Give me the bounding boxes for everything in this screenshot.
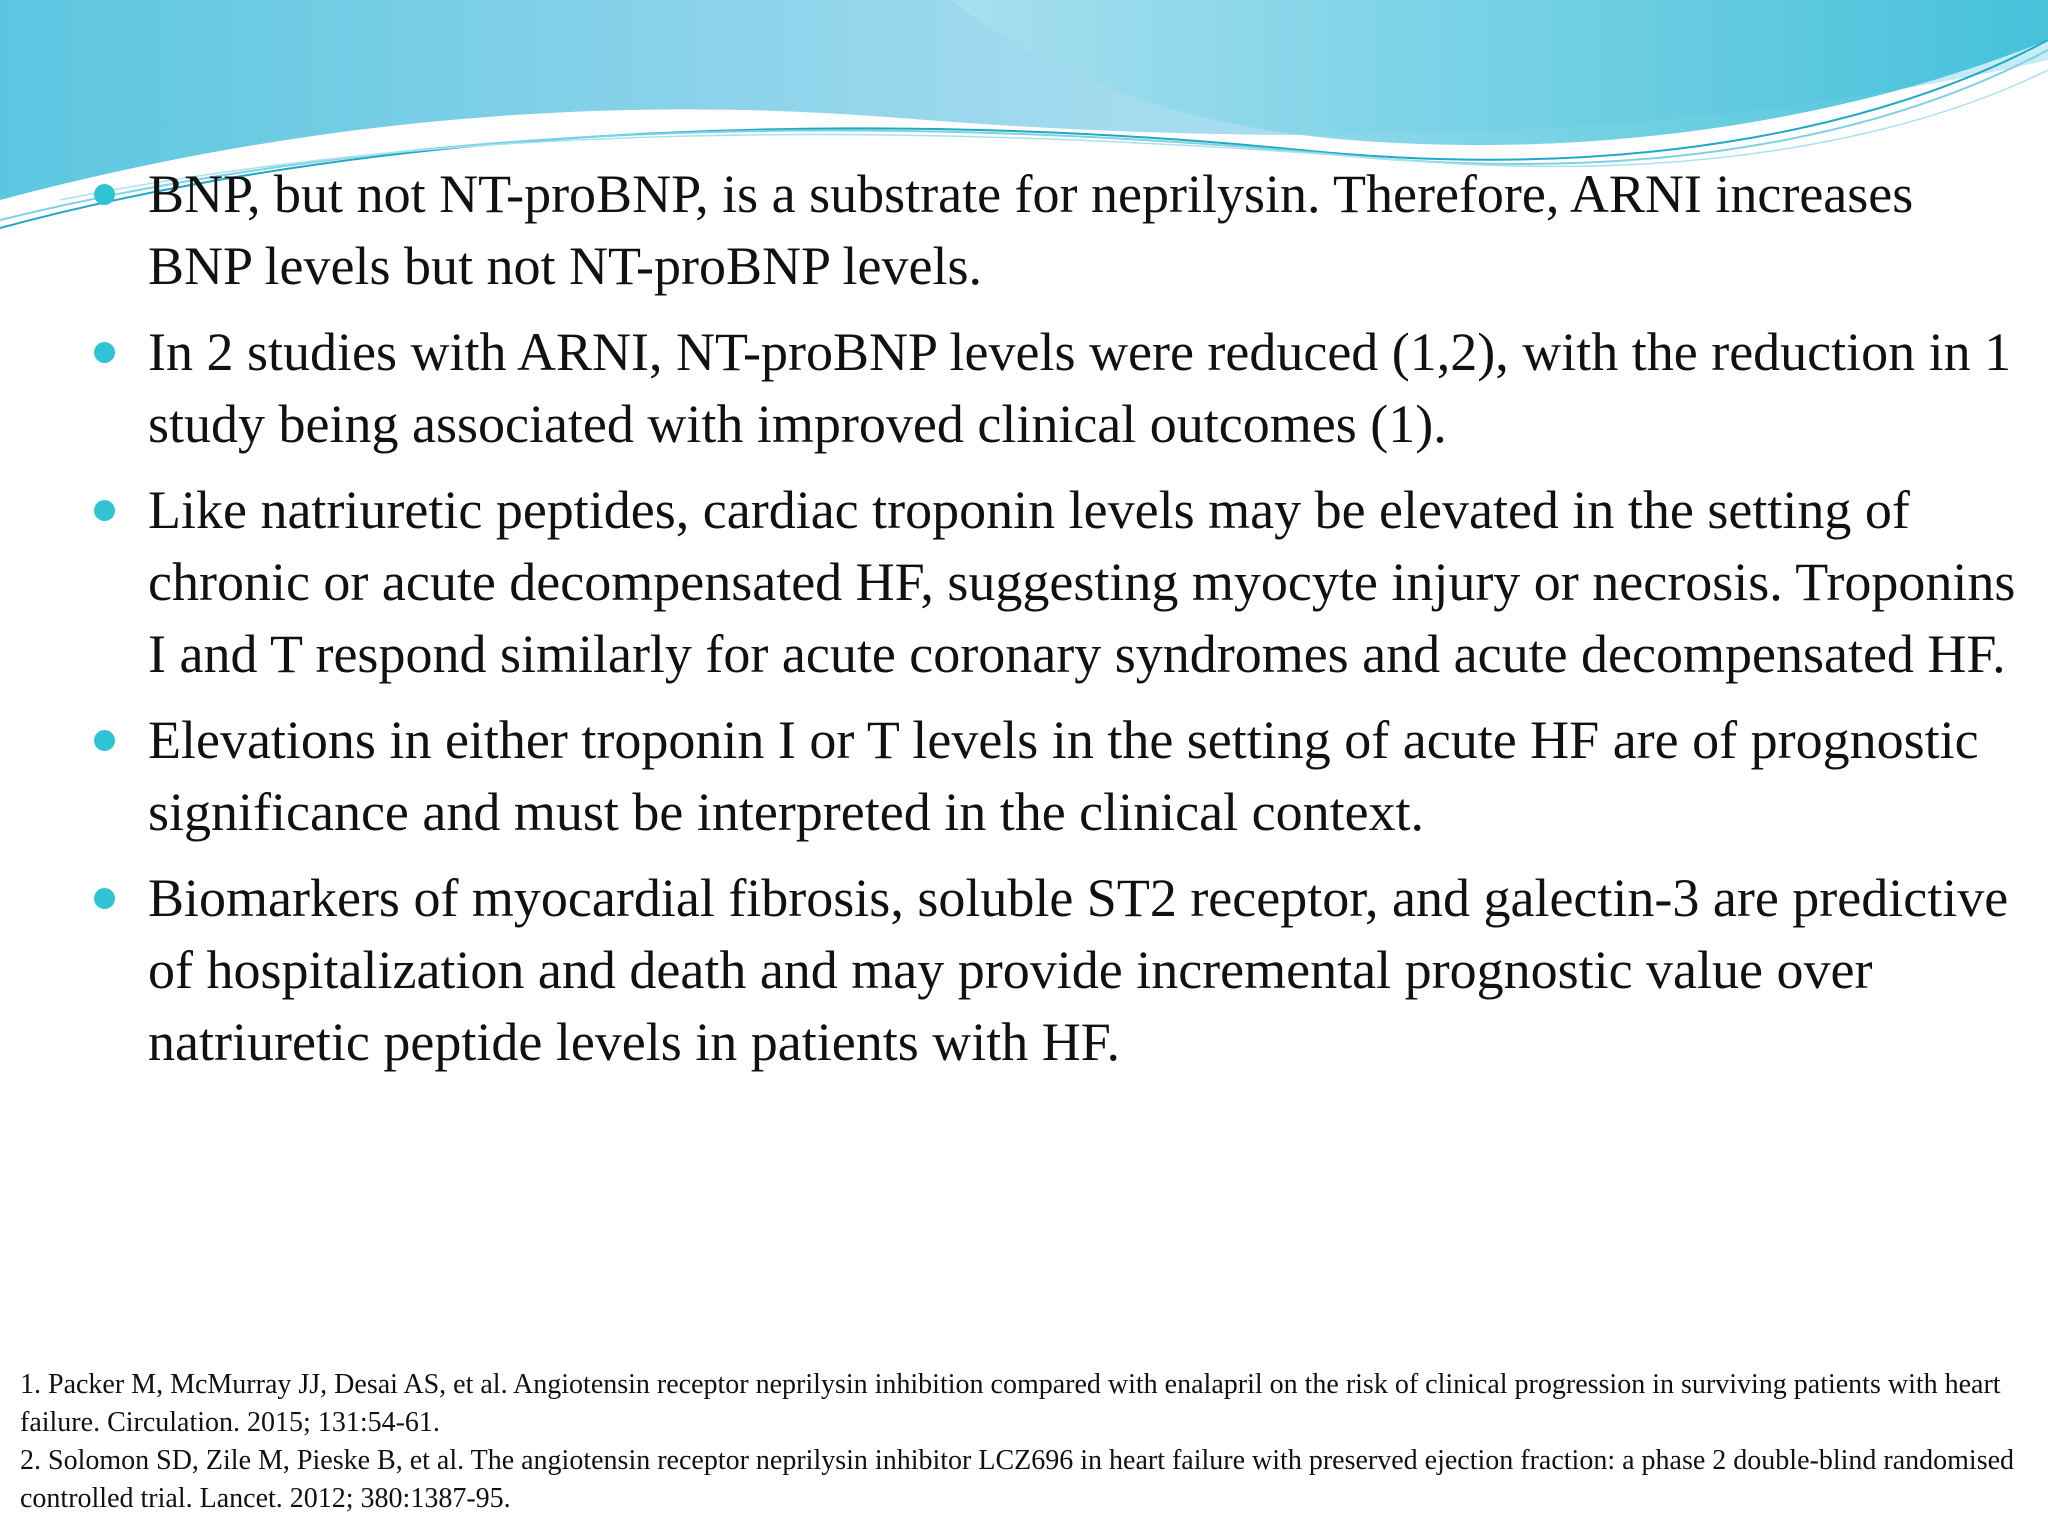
bullet-dot-icon: [94, 500, 115, 521]
bullet-text: Like natriuretic peptides, cardiac troponin levels may be elevated in the setting of chronic or acute decompensated HF, suggesting myocyte injury or necrosis. Troponins I and T respond similarly for acute coronary syndromes and acute decompensated HF.: [148, 480, 2016, 684]
bullet-dot-icon: [94, 888, 115, 909]
slide-body: [94, 158, 2024, 1092]
bullet-item: [94, 862, 2024, 1078]
bullet-dot-icon: [94, 184, 115, 205]
bullet-text: In 2 studies with ARNI, NT-proBNP levels were reduced (1,2), with the reduction in 1 study being associated with improved clinical outcomes (1).: [148, 322, 2012, 454]
bullet-item: [94, 316, 2024, 460]
bullet-text: Biomarkers of myocardial fibrosis, soluble ST2 receptor, and galectin-3 are predictive of hospitalization and death and may provide incremental prognostic value over natriuretic peptide levels in patients with HF.: [148, 868, 2009, 1072]
bullet-list: [94, 158, 2024, 1078]
references: [20, 1366, 2020, 1518]
bullet-text: Elevations in either troponin I or T levels in the setting of acute HF are of prognostic significance and must be interpreted in the clinical context.: [148, 710, 1979, 842]
bullet-text: BNP, but not NT-proBNP, is a substrate for neprilysin. Therefore, ARNI increases BNP levels but not NT-proBNP levels.: [148, 164, 1914, 296]
reference-2: 2. Solomon SD, Zile M, Pieske B, et al. The angiotensin receptor neprilysin inhibitor LCZ696 in heart failure with preserved ejection fraction: a phase 2 double-blind randomised controlled trial. Lancet. 2012; 380:1387-95.: [20, 1445, 2015, 1514]
bullet-item: [94, 158, 2024, 302]
reference-1: 1. Packer M, McMurray JJ, Desai AS, et al. Angiotensin receptor neprilysin inhibition compared with enalapril on the risk of clinical progression in surviving patients with heart failure. Circulation. 2015; 131:54-61.: [20, 1369, 2001, 1438]
bullet-dot-icon: [94, 730, 115, 751]
bullet-dot-icon: [94, 342, 115, 363]
bullet-item: [94, 474, 2024, 690]
bullet-item: [94, 704, 2024, 848]
